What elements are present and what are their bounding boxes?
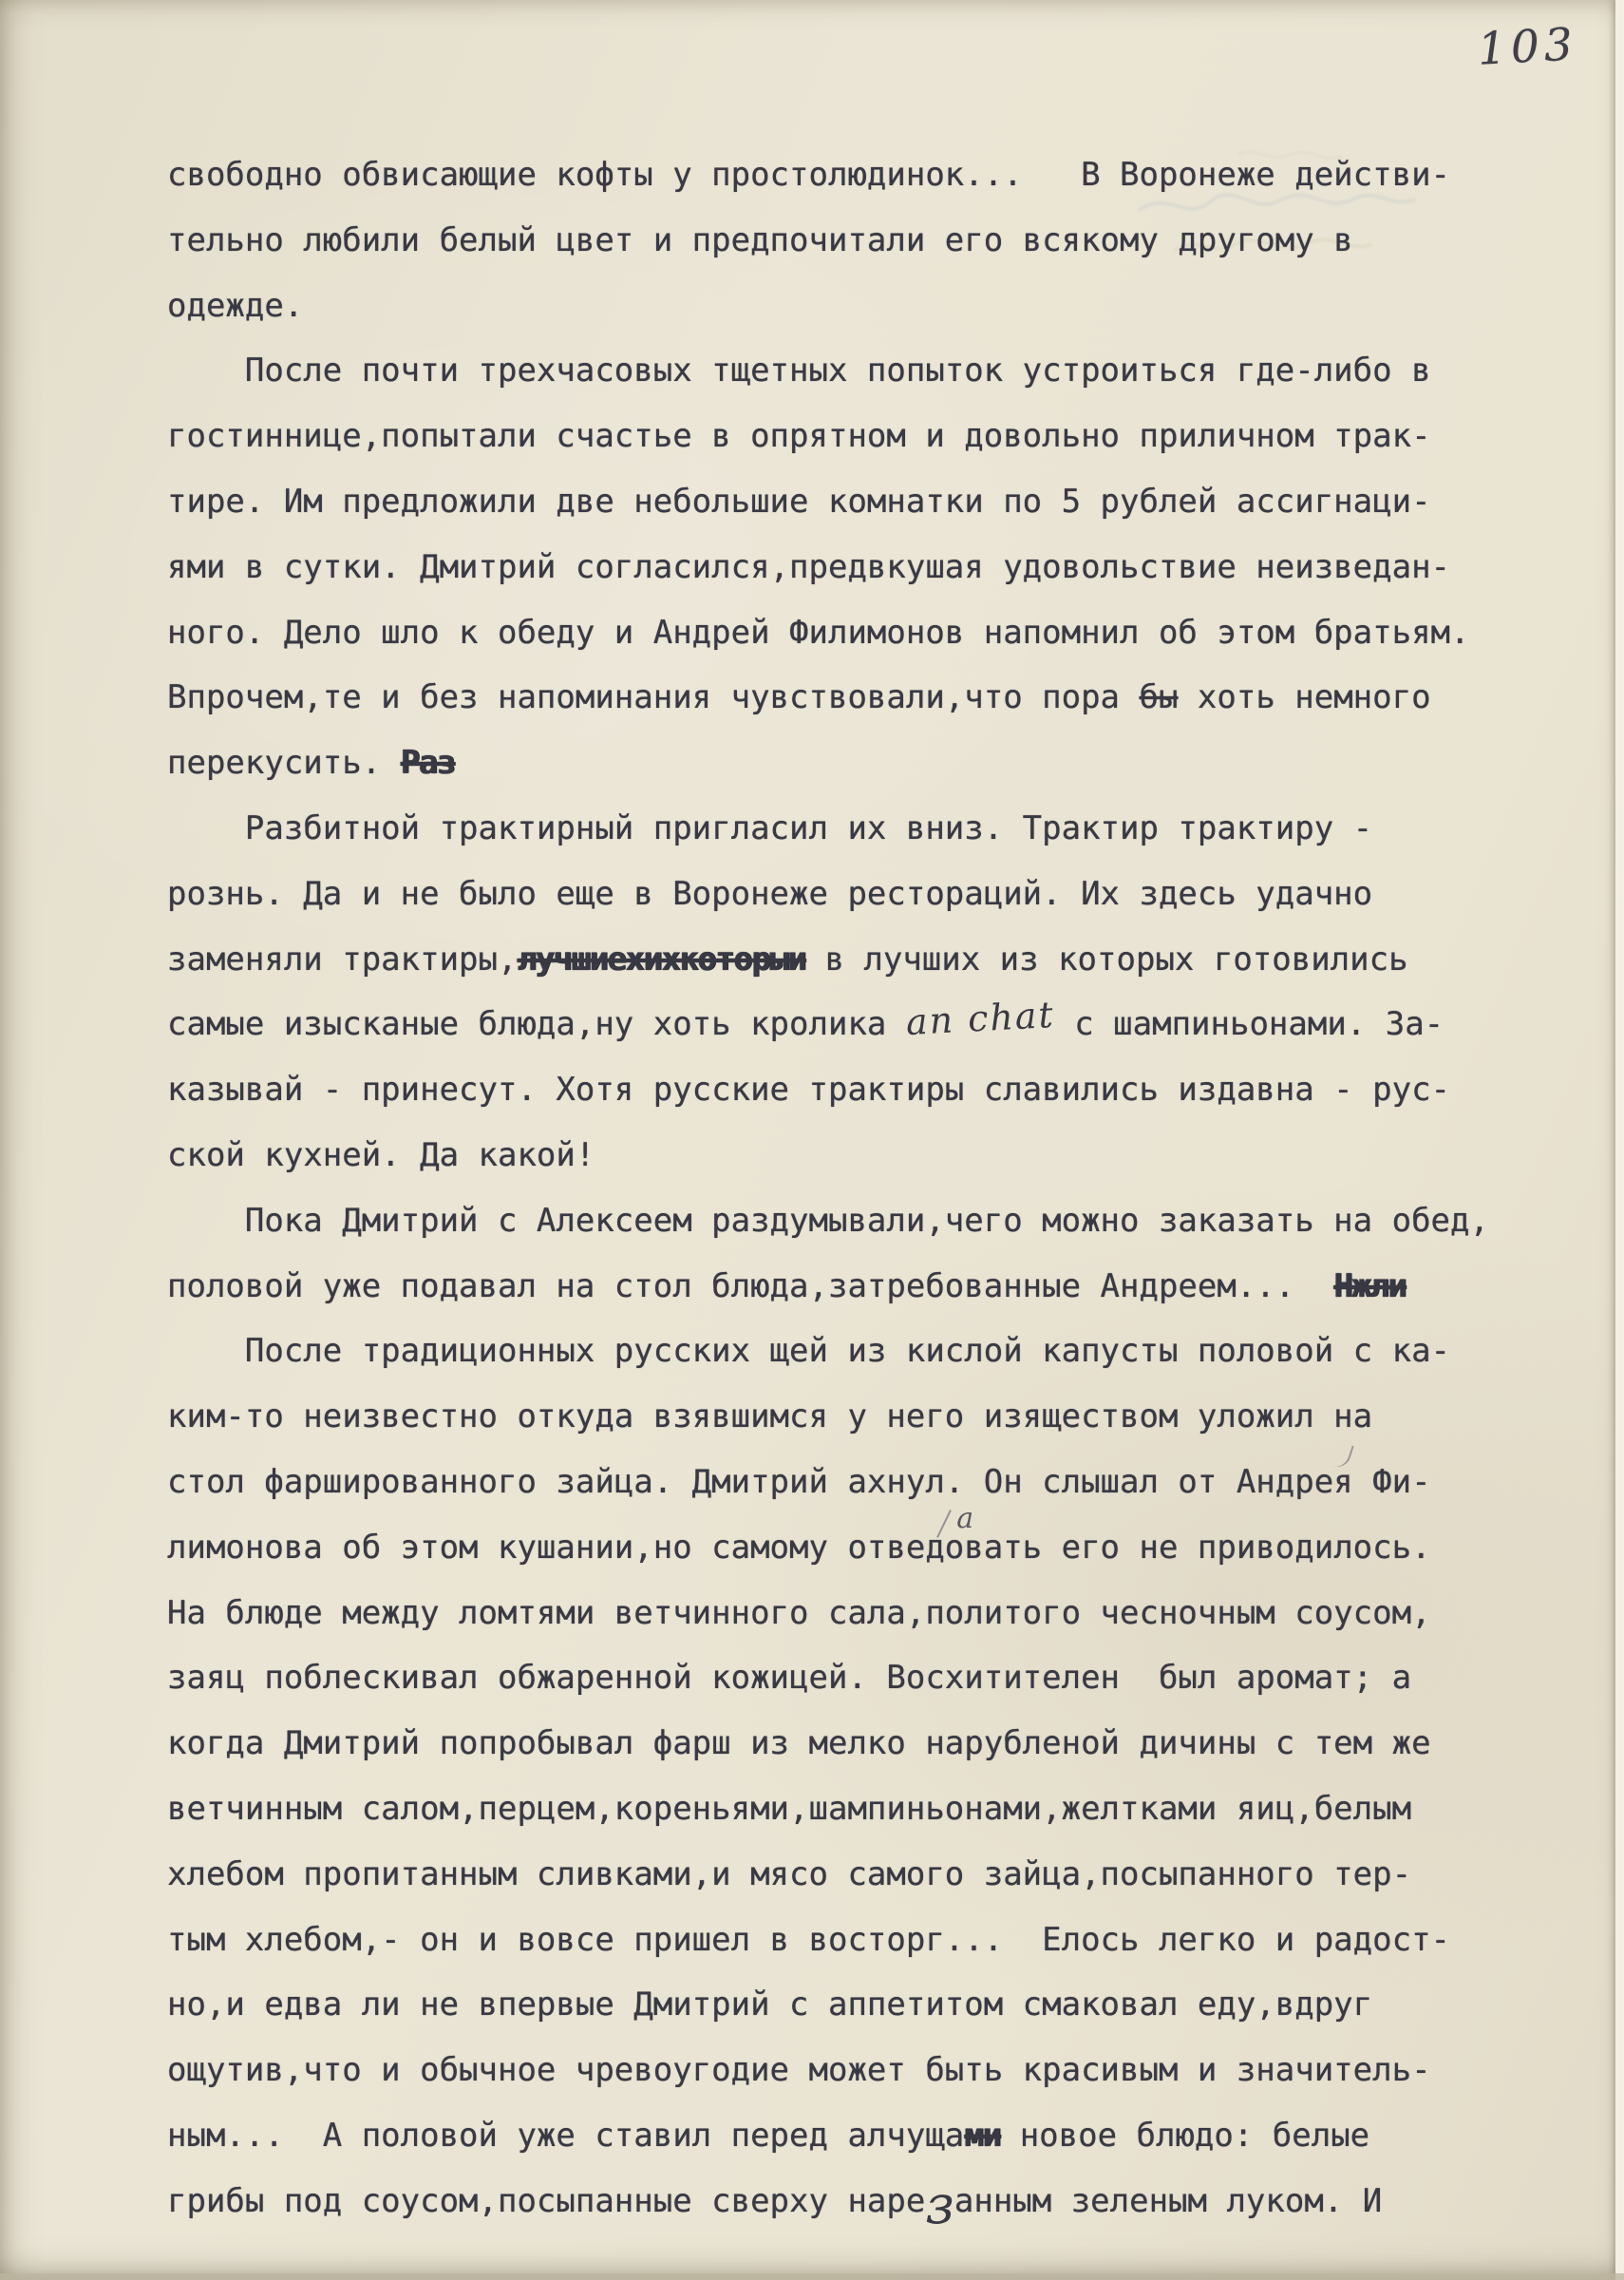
text-segment: хоть немного	[1178, 678, 1431, 717]
text-line	[167, 1908, 1535, 1973]
text-segment: ями в сутки. Дмитрий согласился,предвкушая удовольствие неизведан-	[167, 547, 1451, 586]
handwritten-letter-correction: з	[925, 2174, 954, 2236]
text-line	[167, 338, 1535, 404]
text-line	[167, 1384, 1535, 1450]
text-segment: тельно любили белый цвет и предпочитали его всякому другому в	[167, 220, 1353, 259]
text-line	[167, 1319, 1535, 1384]
text-segment: После почти трехчасовых тщетных попыток устроиться где-либо в	[167, 352, 1431, 390]
text-segment: тире. Им предложили две небольшие комнатки по 5 рублей ассигнаци-	[167, 482, 1431, 521]
text-segment: половой уже подавал на стол блюда,затребованные Андреем...	[167, 1266, 1334, 1305]
text-segment: самые изысканые блюда,ну хоть кролика	[167, 1005, 906, 1044]
text-line	[167, 2169, 1535, 2234]
text-line	[167, 1581, 1535, 1646]
text-line	[167, 274, 1535, 339]
text-segment: стол фаршированного зайца. Дмитрий ахнул. Он слышал от Андрея	[167, 1462, 1353, 1501]
text-segment: перекусить.	[167, 744, 401, 783]
text-line	[167, 2103, 1535, 2169]
text-segment: с шампиньонами. За-	[1054, 1005, 1445, 1044]
text-line	[167, 469, 1535, 535]
text-segment: Фи-	[1352, 1462, 1431, 1501]
text-segment: вать его не приводилось.	[964, 1528, 1431, 1567]
text-segment: заяц поблескивал обжаренной кожицей. Восхитителен был аромат; а	[167, 1659, 1412, 1698]
text-line	[167, 600, 1535, 666]
text-line	[167, 927, 1535, 993]
text-segment: Впрочем,те и без напоминания чувствовали,что пора	[167, 678, 1140, 717]
text-segment: казывай - принесут. Хотя русские трактиры славились издавна - рус-	[167, 1071, 1451, 1110]
text-segment: ного. Дело шло к обеду и Андрей Филимонов напомнил об этом братьям.	[167, 613, 1470, 652]
text-line: лимонова об этом кушании,но самому отведоавать его не приводилось.	[167, 1501, 1431, 1567]
text-line	[167, 1645, 1535, 1711]
text-segment: в лучших из которых готовились	[804, 940, 1408, 978]
typewritten-text-block	[167, 142, 1535, 2234]
text-line	[167, 796, 1535, 862]
text-segment: ветчинным салом,перцем,кореньями,шампиньонами,желтками яиц,белым	[167, 1789, 1412, 1828]
text-segment: ской кухней. Да какой!	[167, 1135, 595, 1174]
struck-out-text: Нжли	[1333, 1266, 1407, 1305]
text-line	[167, 1972, 1535, 2038]
struck-out-text: лучшиехихкоторыи	[517, 940, 805, 978]
scan-edge-bottom	[0, 2273, 1624, 2280]
text-line	[167, 142, 1535, 208]
text-segment: Разбитной трактирный пригласил их вниз. Трактир трактиру -	[167, 808, 1373, 847]
text-line	[167, 1057, 1535, 1123]
text-segment: хлебом пропитанным сливками,и мясо самого зайца,посыпанного тер-	[167, 1854, 1412, 1893]
text-segment: но,и едва ли не впервые Дмитрий с аппетитом смаковал еду,вдруг	[167, 1986, 1373, 2024]
handwritten-insertion: an chat	[904, 994, 1056, 1044]
text-line	[167, 862, 1535, 927]
text-segment: Пока Дмитрий с Алексеем раздумывали,чего можно заказать на обед,	[167, 1201, 1489, 1240]
text-segment: рознь. Да и не было еще в Воронеже рестораций. Их здесь удачно	[167, 874, 1373, 913]
text-segment: свободно обвисающие кофты у простолюдинок... В Воронеже действи-	[167, 156, 1451, 194]
text-line	[167, 535, 1535, 600]
text-segment: ным... А половой уже ставил перед алчуща	[167, 2116, 965, 2155]
struck-out-text: ми	[964, 2116, 1001, 2155]
text-segment: грибы под соусом,посыпанные сверху наре	[167, 2181, 926, 2220]
text-segment: заменяли трактиры,	[167, 940, 518, 978]
text-line	[167, 731, 1535, 796]
scan-edge-right	[1615, 0, 1624, 2280]
text-line	[167, 208, 1535, 274]
text-line	[167, 1254, 1535, 1320]
page-number: 103	[1476, 18, 1579, 76]
struck-out-text: бы	[1139, 678, 1179, 717]
text-line	[167, 2038, 1535, 2103]
text-segment: гостиннице,попытали счастье в опрятном и довольно приличном трак-	[167, 417, 1431, 456]
text-segment: одежде.	[167, 286, 304, 325]
text-line	[167, 992, 1535, 1057]
struck-out-text: Раз	[400, 744, 455, 783]
text-line	[167, 1450, 1535, 1515]
text-line	[167, 1711, 1535, 1776]
text-segment: ким-то неизвестно откуда взявшимся у него изяществом уложил на	[167, 1397, 1373, 1436]
text-segment: анным зеленым луком. И	[954, 2181, 1383, 2220]
text-line	[167, 1776, 1535, 1842]
text-segment: тым хлебом,- он и вовсе пришел в восторг... Елось легко и радост-	[167, 1920, 1451, 1959]
text-line	[167, 1188, 1535, 1254]
text-segment: новое блюдо: белые	[1000, 2116, 1370, 2155]
text-line	[167, 1123, 1535, 1188]
text-segment: когда Дмитрий попробывал фарш из мелко нарубленой дичины с тем же	[167, 1724, 1431, 1763]
text-segment: ощутив,что и обычное чревоугодие может быть красивым и значитель-	[167, 2051, 1431, 2090]
text-segment: На блюде между ломтями ветчинного сала,политого чесночным соусом,	[167, 1593, 1431, 1632]
text-line	[167, 1842, 1535, 1908]
text-line	[167, 665, 1535, 731]
text-segment: лимонова об этом кушании,но самому отведо	[167, 1528, 965, 1567]
text-segment: После традиционных русских щей из кислой капусты половой с ка-	[167, 1332, 1451, 1371]
text-line	[167, 404, 1535, 469]
